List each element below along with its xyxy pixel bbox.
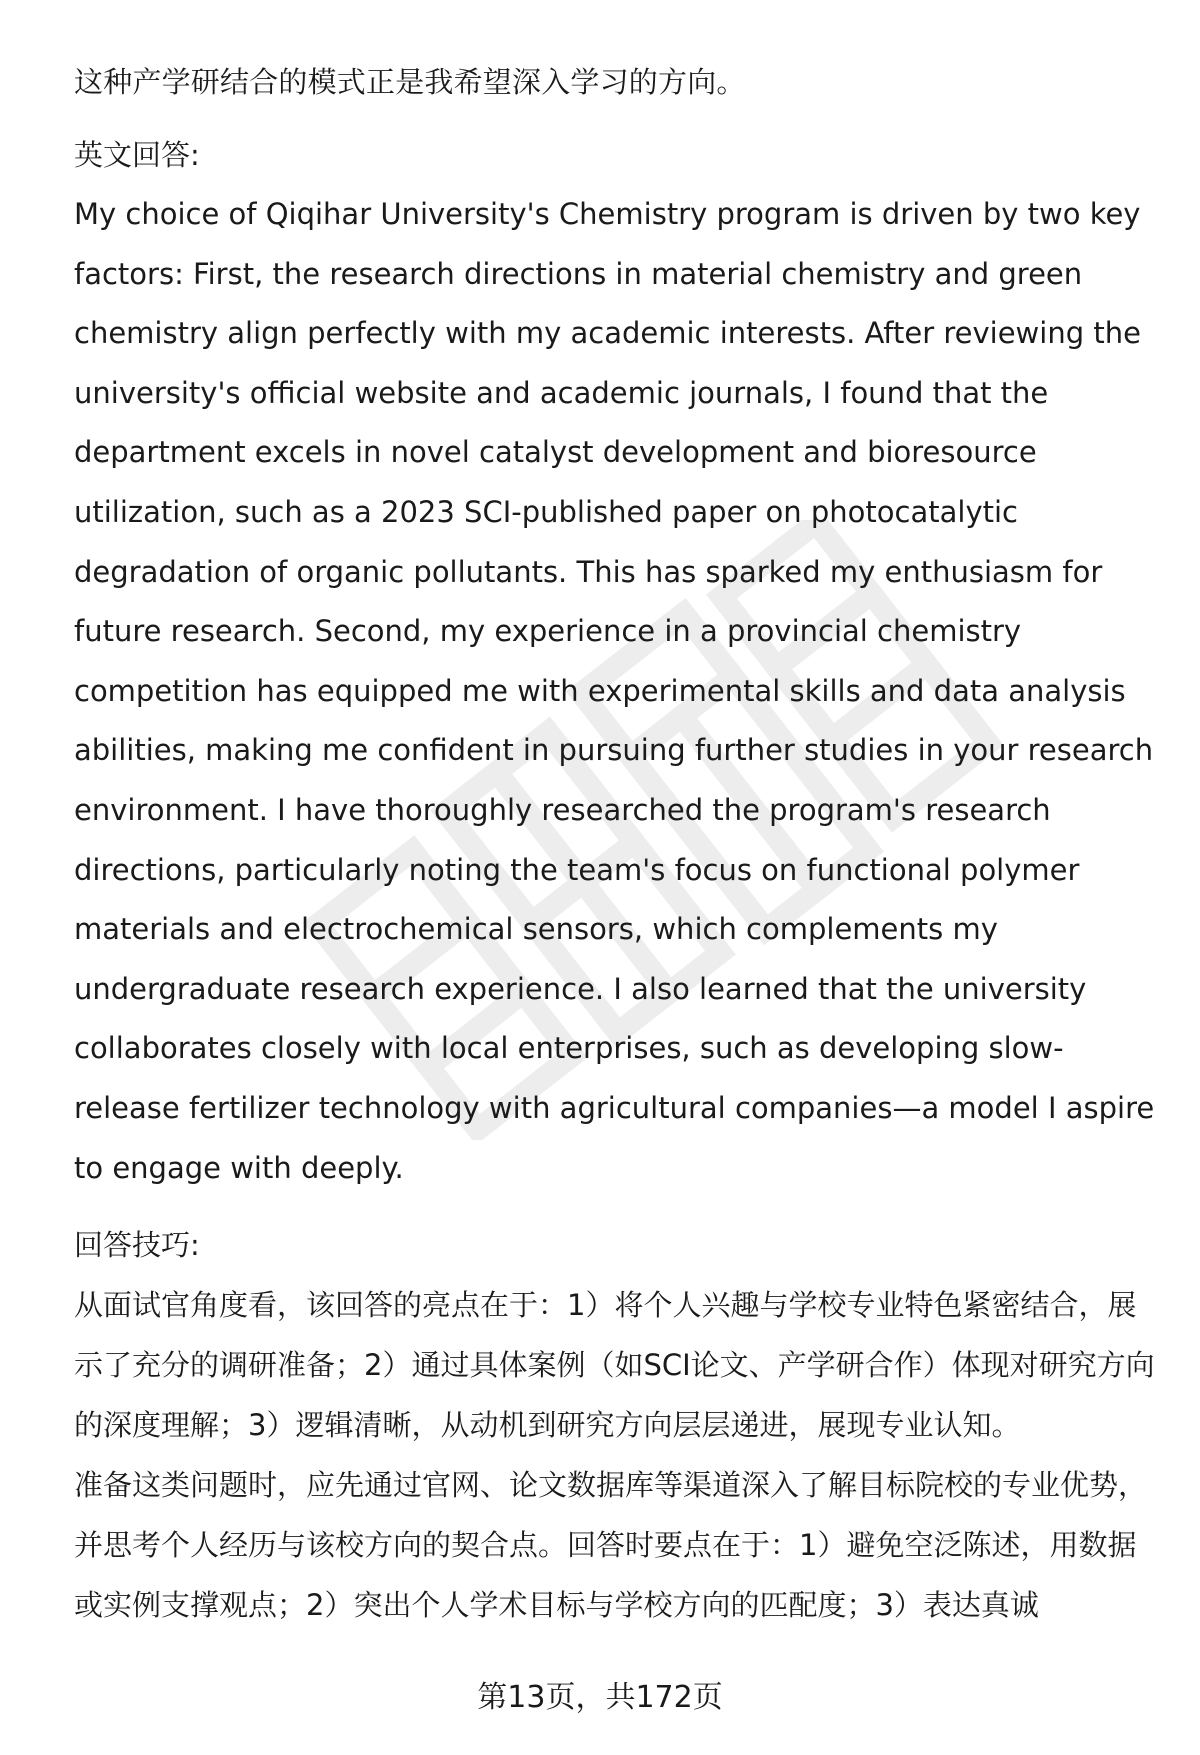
tips-label: 回答技巧: (74, 1228, 200, 1263)
page-number: 第13页，共172页 (477, 1680, 723, 1715)
intro-line: 这种产学研结合的模式正是我希望深入学习的方向。 (74, 65, 746, 99)
english-answer-text: My choice of Qiqihar University's Chemistry program is driven by two key factors: First, the research directions in material chemistry and green chemistry align perfectly with my academic interests. After reviewing the university's official website and academic journals, I found that the department excels in novel catalyst development and bioresource utilization, such as a 2023 SCI-published paper on photocatalytic degradation of organic pollutants. This has sparked my enthusiasm for future research. Second, my experience in a provincial chemistry competition has equipped me with experimental skills and data analysis abilities, making me confident in pursuing further studies in your research environment. I have thoroughly researched the program's research directions, particularly noting the team's focus on functional polymer materials and electrochemical sensors, which complements my undergraduate research experience. I also learned that the university collaborates closely with local enterprises, such as developing slow-release fertilizer technology with agricultural companies—a model I aspire to engage with deeply. (74, 197, 1155, 1185)
tips-paragraph-2: 准备这类问题时，应先通过官网、论文数据库等渠道深入了解目标院校的专业优势，并思考个人经历与该校方向的契合点。回答时要点在于：1）避免空泛陈述，用数据或实例支撑观点；2）突出个人学术目标与学校方向的匹配度；3）表达真诚 (74, 1468, 1148, 1623)
tips-paragraph-1: 从面试官角度看，该回答的亮点在于：1）将个人兴趣与学校专业特色紧密结合，展示了充分的调研准备；2）通过具体案例（如SCI论文、产学研合作）体现对研究方向的深度理解；3）逻辑清晰，从动机到研究方向层层递进，展现专业认知。 (74, 1288, 1155, 1443)
english-answer-label: 英文回答: (74, 138, 200, 172)
main-content (74, 52, 1154, 1635)
